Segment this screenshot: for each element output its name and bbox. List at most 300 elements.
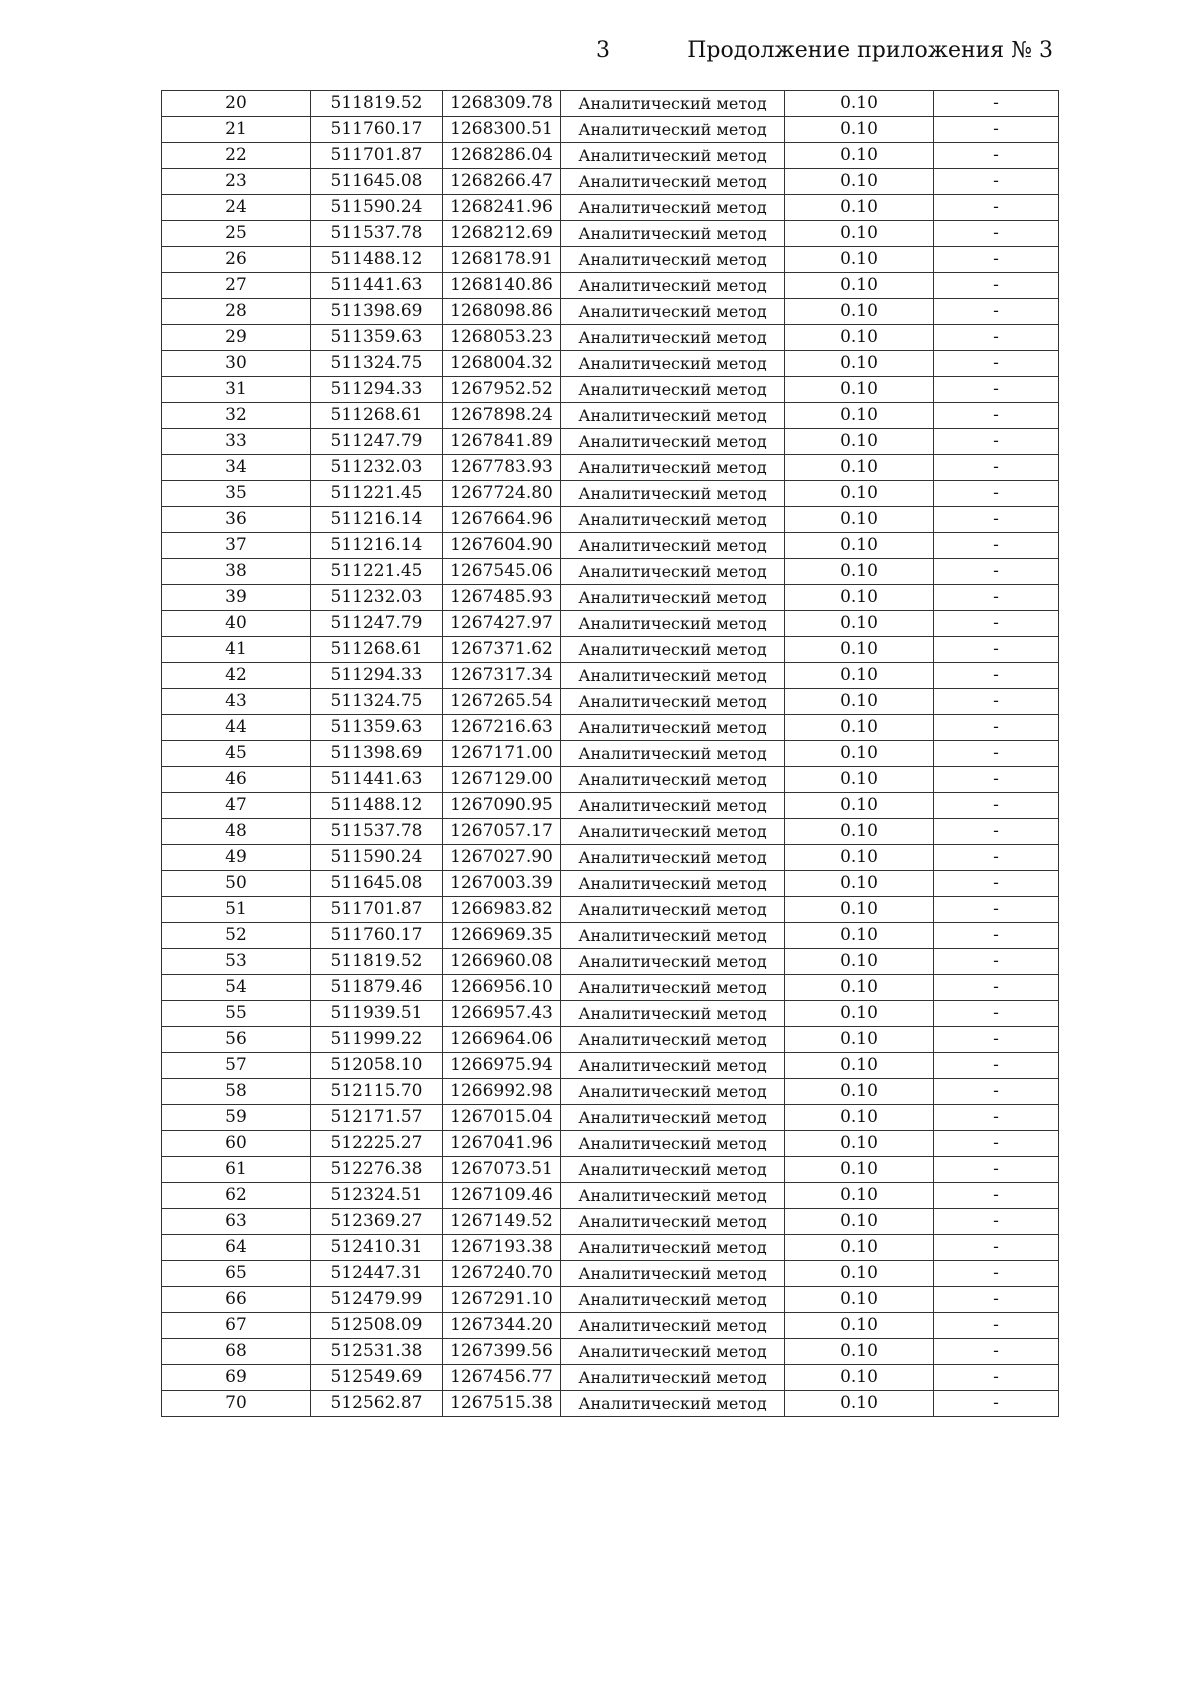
- method-cell: Аналитический метод: [561, 663, 785, 689]
- method-cell: Аналитический метод: [561, 1339, 785, 1365]
- accuracy-cell: 0.10: [785, 403, 934, 429]
- point-number-cell: 28: [162, 299, 311, 325]
- accuracy-cell: 0.10: [785, 1105, 934, 1131]
- note-cell: -: [934, 1235, 1059, 1261]
- method-cell: Аналитический метод: [561, 949, 785, 975]
- x-coordinate-cell: 511216.14: [311, 507, 443, 533]
- note-cell: -: [934, 767, 1059, 793]
- x-coordinate-cell: 511441.63: [311, 767, 443, 793]
- y-coordinate-cell: 1267057.17: [443, 819, 561, 845]
- y-coordinate-cell: 1268140.86: [443, 273, 561, 299]
- note-cell: -: [934, 377, 1059, 403]
- point-number-cell: 21: [162, 117, 311, 143]
- note-cell: -: [934, 1027, 1059, 1053]
- note-cell: -: [934, 585, 1059, 611]
- accuracy-cell: 0.10: [785, 91, 934, 117]
- y-coordinate-cell: 1268241.96: [443, 195, 561, 221]
- accuracy-cell: 0.10: [785, 741, 934, 767]
- method-cell: Аналитический метод: [561, 325, 785, 351]
- x-coordinate-cell: 511398.69: [311, 299, 443, 325]
- method-cell: Аналитический метод: [561, 273, 785, 299]
- method-cell: Аналитический метод: [561, 741, 785, 767]
- accuracy-cell: 0.10: [785, 1079, 934, 1105]
- x-coordinate-cell: 511760.17: [311, 117, 443, 143]
- accuracy-cell: 0.10: [785, 585, 934, 611]
- y-coordinate-cell: 1267027.90: [443, 845, 561, 871]
- table-row: [162, 1001, 1059, 1027]
- y-coordinate-cell: 1267193.38: [443, 1235, 561, 1261]
- y-coordinate-cell: 1268098.86: [443, 299, 561, 325]
- table-row: [162, 1209, 1059, 1235]
- point-number-cell: 31: [162, 377, 311, 403]
- note-cell: -: [934, 845, 1059, 871]
- method-cell: Аналитический метод: [561, 351, 785, 377]
- point-number-cell: 60: [162, 1131, 311, 1157]
- x-coordinate-cell: 511701.87: [311, 897, 443, 923]
- point-number-cell: 70: [162, 1391, 311, 1417]
- accuracy-cell: 0.10: [785, 1287, 934, 1313]
- x-coordinate-cell: 511221.45: [311, 559, 443, 585]
- accuracy-cell: 0.10: [785, 247, 934, 273]
- y-coordinate-cell: 1267371.62: [443, 637, 561, 663]
- x-coordinate-cell: 512549.69: [311, 1365, 443, 1391]
- point-number-cell: 44: [162, 715, 311, 741]
- y-coordinate-cell: 1267109.46: [443, 1183, 561, 1209]
- x-coordinate-cell: 511359.63: [311, 715, 443, 741]
- point-number-cell: 24: [162, 195, 311, 221]
- accuracy-cell: 0.10: [785, 1391, 934, 1417]
- table-row: [162, 767, 1059, 793]
- method-cell: Аналитический метод: [561, 1209, 785, 1235]
- method-cell: Аналитический метод: [561, 689, 785, 715]
- point-number-cell: 55: [162, 1001, 311, 1027]
- method-cell: Аналитический метод: [561, 1001, 785, 1027]
- note-cell: -: [934, 611, 1059, 637]
- x-coordinate-cell: 511939.51: [311, 1001, 443, 1027]
- method-cell: Аналитический метод: [561, 1287, 785, 1313]
- note-cell: -: [934, 221, 1059, 247]
- method-cell: Аналитический метод: [561, 91, 785, 117]
- note-cell: -: [934, 91, 1059, 117]
- x-coordinate-cell: 511216.14: [311, 533, 443, 559]
- table-row: [162, 221, 1059, 247]
- method-cell: Аналитический метод: [561, 1027, 785, 1053]
- accuracy-cell: 0.10: [785, 1001, 934, 1027]
- y-coordinate-cell: 1267456.77: [443, 1365, 561, 1391]
- note-cell: -: [934, 897, 1059, 923]
- y-coordinate-cell: 1267240.70: [443, 1261, 561, 1287]
- x-coordinate-cell: 511441.63: [311, 273, 443, 299]
- y-coordinate-cell: 1268004.32: [443, 351, 561, 377]
- y-coordinate-cell: 1267216.63: [443, 715, 561, 741]
- point-number-cell: 57: [162, 1053, 311, 1079]
- note-cell: -: [934, 871, 1059, 897]
- method-cell: Аналитический метод: [561, 1261, 785, 1287]
- x-coordinate-cell: 511879.46: [311, 975, 443, 1001]
- point-number-cell: 38: [162, 559, 311, 585]
- note-cell: -: [934, 1287, 1059, 1313]
- point-number-cell: 35: [162, 481, 311, 507]
- table-row: [162, 1079, 1059, 1105]
- accuracy-cell: 0.10: [785, 143, 934, 169]
- x-coordinate-cell: 511232.03: [311, 455, 443, 481]
- note-cell: -: [934, 1183, 1059, 1209]
- method-cell: Аналитический метод: [561, 923, 785, 949]
- x-coordinate-cell: 512369.27: [311, 1209, 443, 1235]
- table-row: [162, 507, 1059, 533]
- table-row: [162, 325, 1059, 351]
- note-cell: -: [934, 1131, 1059, 1157]
- accuracy-cell: 0.10: [785, 299, 934, 325]
- y-coordinate-cell: 1266957.43: [443, 1001, 561, 1027]
- method-cell: Аналитический метод: [561, 507, 785, 533]
- point-number-cell: 45: [162, 741, 311, 767]
- y-coordinate-cell: 1267171.00: [443, 741, 561, 767]
- point-number-cell: 22: [162, 143, 311, 169]
- note-cell: -: [934, 169, 1059, 195]
- note-cell: -: [934, 1339, 1059, 1365]
- table-row: [162, 1391, 1059, 1417]
- accuracy-cell: 0.10: [785, 819, 934, 845]
- table-row: [162, 1235, 1059, 1261]
- table-row: [162, 455, 1059, 481]
- header-title: Продолжение приложения № 3: [687, 38, 1053, 63]
- accuracy-cell: 0.10: [785, 1209, 934, 1235]
- table-row: [162, 689, 1059, 715]
- y-coordinate-cell: 1266969.35: [443, 923, 561, 949]
- note-cell: -: [934, 403, 1059, 429]
- method-cell: Аналитический метод: [561, 715, 785, 741]
- table-row: [162, 1287, 1059, 1313]
- method-cell: Аналитический метод: [561, 403, 785, 429]
- note-cell: -: [934, 741, 1059, 767]
- method-cell: Аналитический метод: [561, 1079, 785, 1105]
- point-number-cell: 59: [162, 1105, 311, 1131]
- point-number-cell: 32: [162, 403, 311, 429]
- x-coordinate-cell: 512562.87: [311, 1391, 443, 1417]
- table-row: [162, 1261, 1059, 1287]
- note-cell: -: [934, 507, 1059, 533]
- accuracy-cell: 0.10: [785, 455, 934, 481]
- method-cell: Аналитический метод: [561, 559, 785, 585]
- table-row: [162, 169, 1059, 195]
- note-cell: -: [934, 351, 1059, 377]
- table-row: [162, 949, 1059, 975]
- method-cell: Аналитический метод: [561, 299, 785, 325]
- point-number-cell: 56: [162, 1027, 311, 1053]
- point-number-cell: 52: [162, 923, 311, 949]
- note-cell: -: [934, 1391, 1059, 1417]
- x-coordinate-cell: 511398.69: [311, 741, 443, 767]
- table-row: [162, 247, 1059, 273]
- point-number-cell: 42: [162, 663, 311, 689]
- note-cell: -: [934, 1209, 1059, 1235]
- method-cell: Аналитический метод: [561, 1391, 785, 1417]
- note-cell: -: [934, 455, 1059, 481]
- accuracy-cell: 0.10: [785, 949, 934, 975]
- method-cell: Аналитический метод: [561, 247, 785, 273]
- point-number-cell: 25: [162, 221, 311, 247]
- point-number-cell: 26: [162, 247, 311, 273]
- table-row: [162, 299, 1059, 325]
- accuracy-cell: 0.10: [785, 195, 934, 221]
- accuracy-cell: 0.10: [785, 1365, 934, 1391]
- point-number-cell: 40: [162, 611, 311, 637]
- y-coordinate-cell: 1267841.89: [443, 429, 561, 455]
- table-row: [162, 1105, 1059, 1131]
- note-cell: -: [934, 117, 1059, 143]
- x-coordinate-cell: 511488.12: [311, 793, 443, 819]
- table-row: [162, 611, 1059, 637]
- table-row: [162, 143, 1059, 169]
- point-number-cell: 30: [162, 351, 311, 377]
- note-cell: -: [934, 481, 1059, 507]
- accuracy-cell: 0.10: [785, 845, 934, 871]
- method-cell: Аналитический метод: [561, 871, 785, 897]
- point-number-cell: 29: [162, 325, 311, 351]
- method-cell: Аналитический метод: [561, 143, 785, 169]
- method-cell: Аналитический метод: [561, 1235, 785, 1261]
- note-cell: -: [934, 299, 1059, 325]
- x-coordinate-cell: 511488.12: [311, 247, 443, 273]
- note-cell: -: [934, 975, 1059, 1001]
- note-cell: -: [934, 1261, 1059, 1287]
- accuracy-cell: 0.10: [785, 1027, 934, 1053]
- y-coordinate-cell: 1267265.54: [443, 689, 561, 715]
- point-number-cell: 58: [162, 1079, 311, 1105]
- table-row: [162, 1157, 1059, 1183]
- method-cell: Аналитический метод: [561, 897, 785, 923]
- accuracy-cell: 0.10: [785, 221, 934, 247]
- accuracy-cell: 0.10: [785, 351, 934, 377]
- x-coordinate-cell: 511294.33: [311, 663, 443, 689]
- accuracy-cell: 0.10: [785, 975, 934, 1001]
- table-row: [162, 351, 1059, 377]
- note-cell: -: [934, 715, 1059, 741]
- accuracy-cell: 0.10: [785, 481, 934, 507]
- accuracy-cell: 0.10: [785, 767, 934, 793]
- point-number-cell: 41: [162, 637, 311, 663]
- table-row: [162, 403, 1059, 429]
- table-row: [162, 585, 1059, 611]
- method-cell: Аналитический метод: [561, 975, 785, 1001]
- table-row: [162, 871, 1059, 897]
- accuracy-cell: 0.10: [785, 1157, 934, 1183]
- point-number-cell: 20: [162, 91, 311, 117]
- y-coordinate-cell: 1267129.00: [443, 767, 561, 793]
- table-row: [162, 195, 1059, 221]
- x-coordinate-cell: 511999.22: [311, 1027, 443, 1053]
- accuracy-cell: 0.10: [785, 533, 934, 559]
- method-cell: Аналитический метод: [561, 585, 785, 611]
- table-row: [162, 741, 1059, 767]
- y-coordinate-cell: 1267073.51: [443, 1157, 561, 1183]
- note-cell: -: [934, 949, 1059, 975]
- method-cell: Аналитический метод: [561, 221, 785, 247]
- note-cell: -: [934, 819, 1059, 845]
- table-row: [162, 1183, 1059, 1209]
- y-coordinate-cell: 1267515.38: [443, 1391, 561, 1417]
- y-coordinate-cell: 1266956.10: [443, 975, 561, 1001]
- x-coordinate-cell: 511324.75: [311, 689, 443, 715]
- x-coordinate-cell: 512508.09: [311, 1313, 443, 1339]
- accuracy-cell: 0.10: [785, 1053, 934, 1079]
- accuracy-cell: 0.10: [785, 1313, 934, 1339]
- table-row: [162, 377, 1059, 403]
- y-coordinate-cell: 1267427.97: [443, 611, 561, 637]
- x-coordinate-cell: 511324.75: [311, 351, 443, 377]
- coordinates-table-body: [162, 91, 1059, 1417]
- method-cell: Аналитический метод: [561, 767, 785, 793]
- point-number-cell: 62: [162, 1183, 311, 1209]
- point-number-cell: 54: [162, 975, 311, 1001]
- accuracy-cell: 0.10: [785, 923, 934, 949]
- y-coordinate-cell: 1267149.52: [443, 1209, 561, 1235]
- table-row: [162, 1027, 1059, 1053]
- point-number-cell: 23: [162, 169, 311, 195]
- y-coordinate-cell: 1267291.10: [443, 1287, 561, 1313]
- x-coordinate-cell: 511359.63: [311, 325, 443, 351]
- accuracy-cell: 0.10: [785, 871, 934, 897]
- point-number-cell: 33: [162, 429, 311, 455]
- accuracy-cell: 0.10: [785, 1339, 934, 1365]
- x-coordinate-cell: 511247.79: [311, 429, 443, 455]
- x-coordinate-cell: 511645.08: [311, 169, 443, 195]
- x-coordinate-cell: 512324.51: [311, 1183, 443, 1209]
- x-coordinate-cell: 512225.27: [311, 1131, 443, 1157]
- y-coordinate-cell: 1267041.96: [443, 1131, 561, 1157]
- note-cell: -: [934, 1001, 1059, 1027]
- x-coordinate-cell: 512276.38: [311, 1157, 443, 1183]
- note-cell: -: [934, 1105, 1059, 1131]
- x-coordinate-cell: 511760.17: [311, 923, 443, 949]
- y-coordinate-cell: 1267545.06: [443, 559, 561, 585]
- y-coordinate-cell: 1267003.39: [443, 871, 561, 897]
- point-number-cell: 61: [162, 1157, 311, 1183]
- note-cell: -: [934, 195, 1059, 221]
- y-coordinate-cell: 1266992.98: [443, 1079, 561, 1105]
- method-cell: Аналитический метод: [561, 429, 785, 455]
- accuracy-cell: 0.10: [785, 611, 934, 637]
- note-cell: -: [934, 143, 1059, 169]
- method-cell: Аналитический метод: [561, 611, 785, 637]
- note-cell: -: [934, 923, 1059, 949]
- table-row: [162, 663, 1059, 689]
- y-coordinate-cell: 1268178.91: [443, 247, 561, 273]
- note-cell: -: [934, 273, 1059, 299]
- method-cell: Аналитический метод: [561, 1313, 785, 1339]
- x-coordinate-cell: 511819.52: [311, 91, 443, 117]
- table-row: [162, 533, 1059, 559]
- accuracy-cell: 0.10: [785, 663, 934, 689]
- point-number-cell: 37: [162, 533, 311, 559]
- table-row: [162, 793, 1059, 819]
- x-coordinate-cell: 512447.31: [311, 1261, 443, 1287]
- point-number-cell: 48: [162, 819, 311, 845]
- y-coordinate-cell: 1268053.23: [443, 325, 561, 351]
- x-coordinate-cell: 511268.61: [311, 403, 443, 429]
- note-cell: -: [934, 637, 1059, 663]
- point-number-cell: 39: [162, 585, 311, 611]
- table-row: [162, 923, 1059, 949]
- note-cell: -: [934, 325, 1059, 351]
- x-coordinate-cell: 512531.38: [311, 1339, 443, 1365]
- note-cell: -: [934, 533, 1059, 559]
- table-row: [162, 975, 1059, 1001]
- method-cell: Аналитический метод: [561, 169, 785, 195]
- x-coordinate-cell: 512058.10: [311, 1053, 443, 1079]
- accuracy-cell: 0.10: [785, 429, 934, 455]
- point-number-cell: 53: [162, 949, 311, 975]
- y-coordinate-cell: 1266960.08: [443, 949, 561, 975]
- point-number-cell: 27: [162, 273, 311, 299]
- point-number-cell: 66: [162, 1287, 311, 1313]
- x-coordinate-cell: 511247.79: [311, 611, 443, 637]
- note-cell: -: [934, 1365, 1059, 1391]
- accuracy-cell: 0.10: [785, 1235, 934, 1261]
- accuracy-cell: 0.10: [785, 715, 934, 741]
- x-coordinate-cell: 511701.87: [311, 143, 443, 169]
- method-cell: Аналитический метод: [561, 377, 785, 403]
- point-number-cell: 47: [162, 793, 311, 819]
- accuracy-cell: 0.10: [785, 169, 934, 195]
- method-cell: Аналитический метод: [561, 1105, 785, 1131]
- y-coordinate-cell: 1267952.52: [443, 377, 561, 403]
- table-row: [162, 1131, 1059, 1157]
- table-row: [162, 1339, 1059, 1365]
- y-coordinate-cell: 1267783.93: [443, 455, 561, 481]
- point-number-cell: 64: [162, 1235, 311, 1261]
- accuracy-cell: 0.10: [785, 1261, 934, 1287]
- table-row: [162, 481, 1059, 507]
- method-cell: Аналитический метод: [561, 793, 785, 819]
- x-coordinate-cell: 511537.78: [311, 221, 443, 247]
- y-coordinate-cell: 1266975.94: [443, 1053, 561, 1079]
- table-row: [162, 429, 1059, 455]
- note-cell: -: [934, 247, 1059, 273]
- y-coordinate-cell: 1268300.51: [443, 117, 561, 143]
- point-number-cell: 69: [162, 1365, 311, 1391]
- x-coordinate-cell: 511645.08: [311, 871, 443, 897]
- accuracy-cell: 0.10: [785, 117, 934, 143]
- accuracy-cell: 0.10: [785, 897, 934, 923]
- table-row: [162, 1053, 1059, 1079]
- y-coordinate-cell: 1268212.69: [443, 221, 561, 247]
- accuracy-cell: 0.10: [785, 377, 934, 403]
- table-row: [162, 897, 1059, 923]
- coordinates-table: [161, 90, 1059, 1417]
- note-cell: -: [934, 559, 1059, 585]
- note-cell: -: [934, 1157, 1059, 1183]
- note-cell: -: [934, 1053, 1059, 1079]
- table-row: [162, 559, 1059, 585]
- note-cell: -: [934, 429, 1059, 455]
- method-cell: Аналитический метод: [561, 117, 785, 143]
- x-coordinate-cell: 511819.52: [311, 949, 443, 975]
- x-coordinate-cell: 511221.45: [311, 481, 443, 507]
- table-row: [162, 1365, 1059, 1391]
- method-cell: Аналитический метод: [561, 455, 785, 481]
- y-coordinate-cell: 1266983.82: [443, 897, 561, 923]
- y-coordinate-cell: 1267317.34: [443, 663, 561, 689]
- y-coordinate-cell: 1267344.20: [443, 1313, 561, 1339]
- table-row: [162, 1313, 1059, 1339]
- x-coordinate-cell: 511268.61: [311, 637, 443, 663]
- method-cell: Аналитический метод: [561, 195, 785, 221]
- method-cell: Аналитический метод: [561, 1131, 785, 1157]
- x-coordinate-cell: 511590.24: [311, 195, 443, 221]
- accuracy-cell: 0.10: [785, 559, 934, 585]
